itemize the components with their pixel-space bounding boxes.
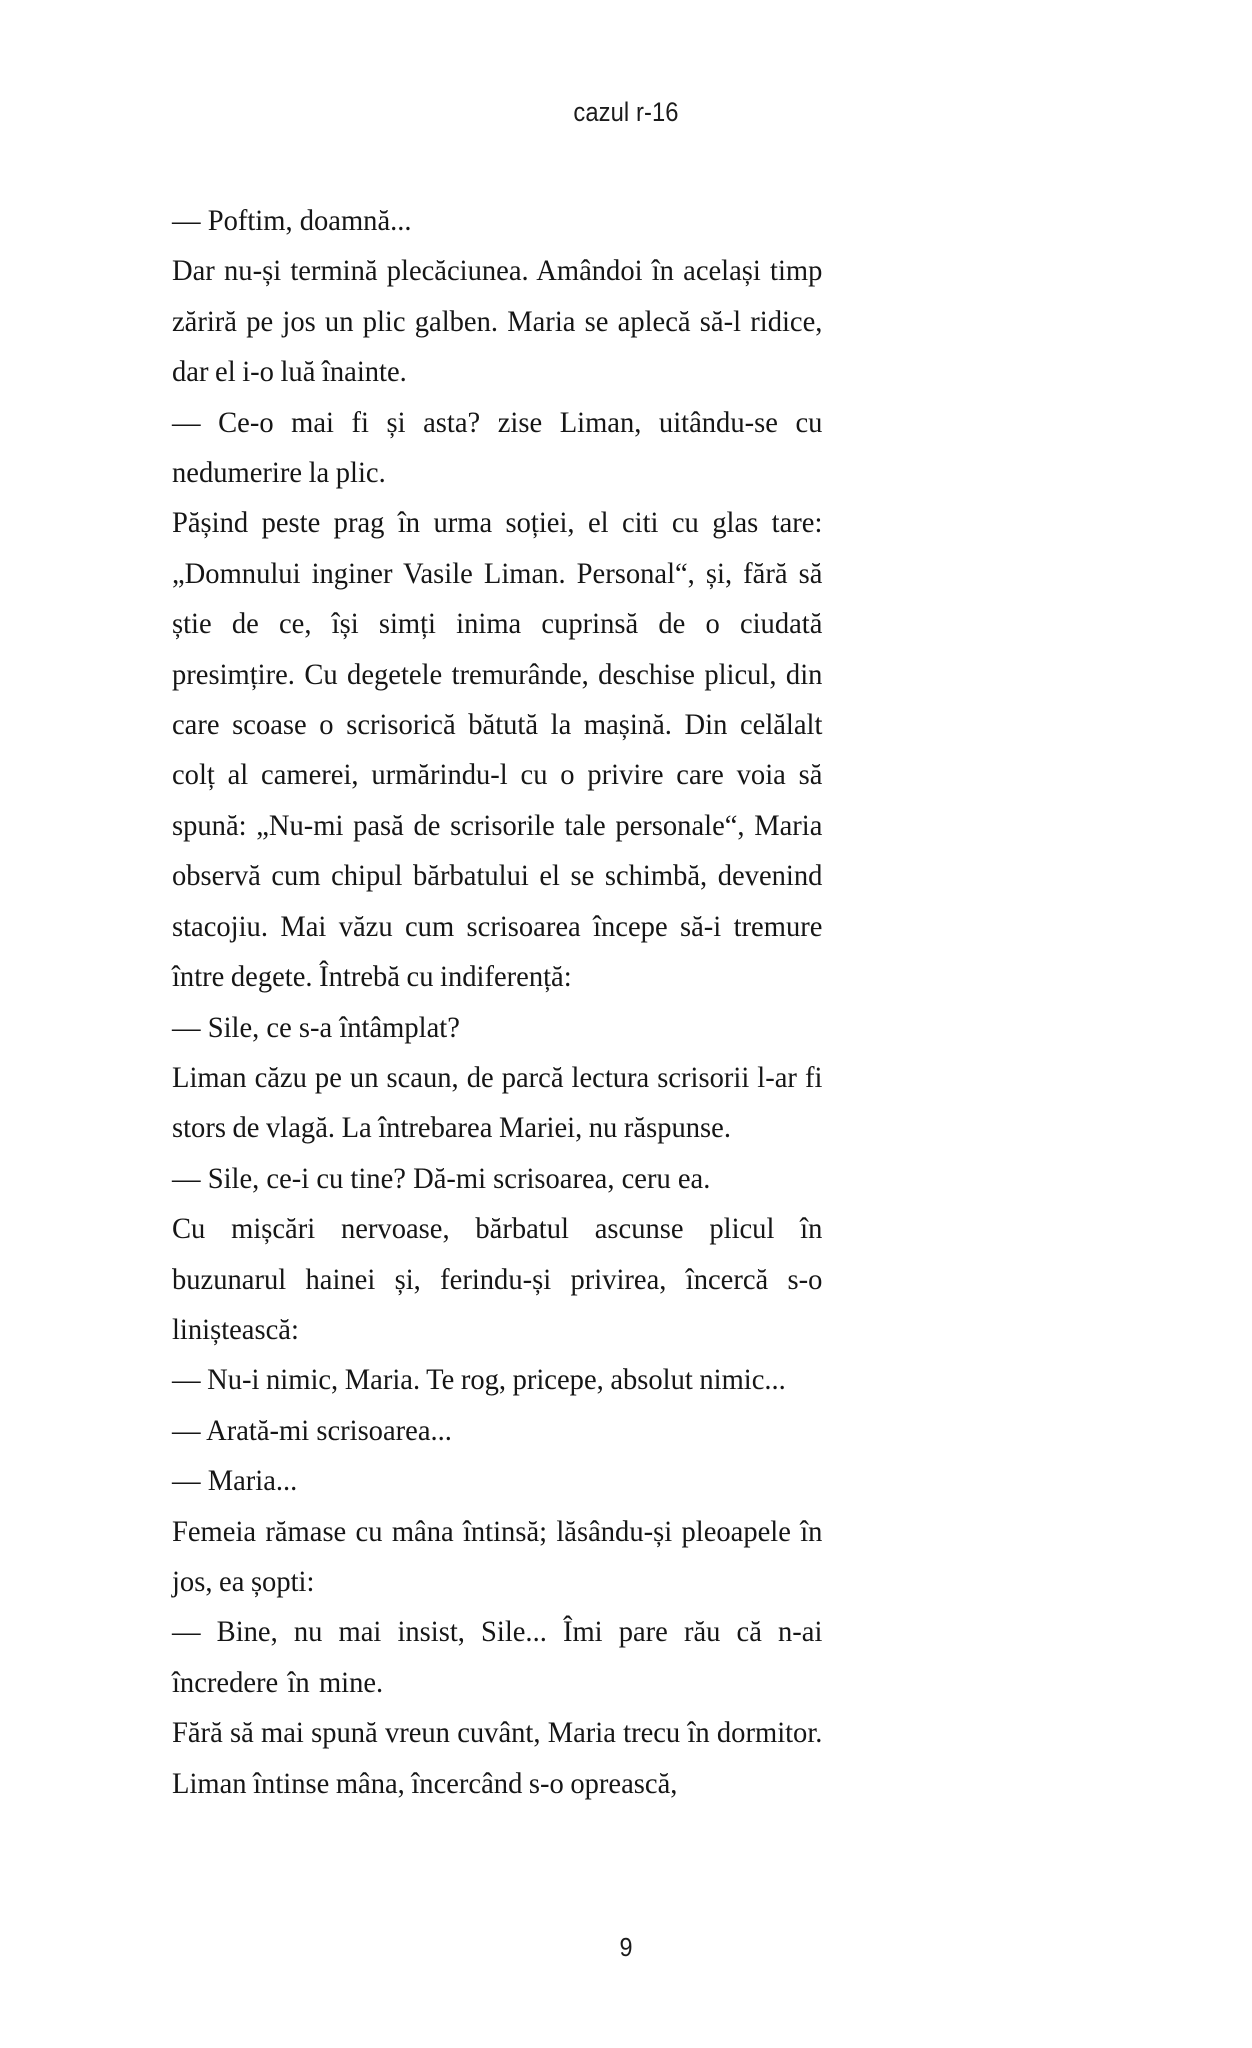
paragraph: — Nu-i nimic, Maria. Te rog, pricepe, absolut nimic...	[172, 1364, 786, 1397]
paragraph: Femeia rămase cu mâna întinsă; lăsându-și pleoapele în jos, ea șopti:	[172, 1515, 823, 1598]
paragraph: Cu mișcări nervoase, bărbatul ascunse plicul în buzunarul hainei și, ferindu-și privirea, încercă s-o liniștească:	[172, 1213, 823, 1346]
paragraph: — Arată-mi scrisoarea...	[172, 1414, 452, 1447]
paragraph: Pășind peste prag în urma soției, el citi cu glas tare: „Domnului inginer Vasile Liman. Personal“, și, fără să știe de ce, își simți inima cuprinsă de o ciudată presimțire. Cu degetele tremurânde, deschise plicul, din care scoase o scrisorică bătută la mașină. Din celălalt colț al camerei, urmărindu-l cu o privire care voia să spună: „Nu-mi pasă de scrisorile tale personale“, Maria observă cum chipul bărbatului el se schimbă, devenind stacojiu. Mai văzu cum scrisoarea începe să-i tremure între degete. Întrebă cu indiferență:	[172, 507, 823, 994]
paragraph: Liman căzu pe un scaun, de parcă lectura scrisorii l-ar fi stors de vlagă. La întrebarea Mariei, nu răspunse.	[172, 1061, 823, 1145]
running-head: cazul r-16	[573, 97, 679, 127]
paragraph: — Sile, ce s-a întâmplat?	[172, 1011, 460, 1044]
paragraph: — Ce-o mai fi și asta? zise Liman, uitându-se cu nedumerire la plic.	[172, 406, 823, 490]
paragraph: — Poftim, doamnă...	[172, 205, 412, 237]
paragraph: — Sile, ce-i cu tine? Dă-mi scrisoarea, ceru ea.	[172, 1162, 711, 1195]
paragraph: — Bine, nu mai insist, Sile... Îmi pare rău că n-ai încredere în mine.	[172, 1616, 823, 1699]
paragraph: Fără să mai spună vreun cuvânt, Maria trecu în dormitor. Liman întinse mâna, încercând s-o oprească,	[172, 1717, 823, 1800]
paragraph: Dar nu-și termină plecăciunea. Amândoi în același timp zăriră pe jos un plic galben. Maria se aplecă să-l ridice, dar el i-o luă înainte.	[172, 255, 823, 389]
paragraph: — Maria...	[172, 1465, 298, 1498]
body-text-block	[172, 196, 822, 1809]
page-number: 9	[619, 1932, 633, 1962]
